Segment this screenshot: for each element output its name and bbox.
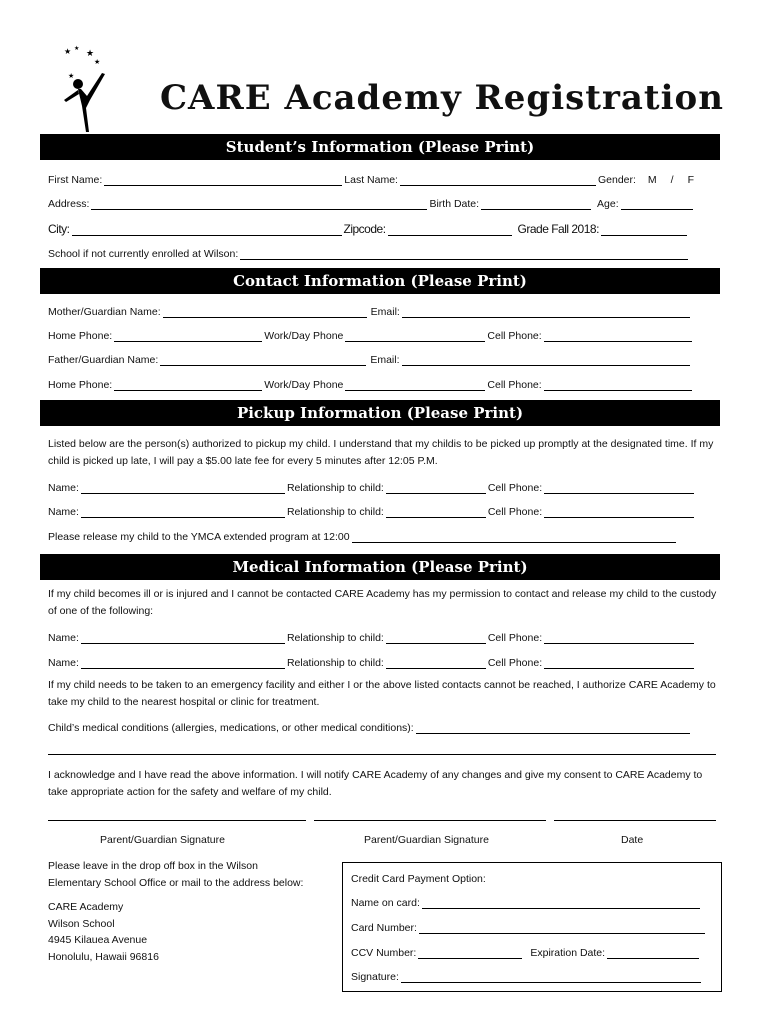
svg-text:★: ★ bbox=[86, 48, 95, 58]
cc-expiration-field[interactable] bbox=[607, 946, 699, 959]
cc-ccv-field[interactable] bbox=[418, 946, 522, 959]
pickup-cell-label: Cell Phone: bbox=[487, 482, 543, 494]
cc-heading: Credit Card Payment Option: bbox=[351, 873, 486, 885]
first-name-label: First Name: bbox=[48, 174, 103, 186]
cell-phone-label: Cell Phone: bbox=[487, 379, 542, 391]
cell-phone-label: Cell Phone: bbox=[487, 330, 542, 342]
address-line-3: 4945 Kilauea Avenue bbox=[48, 934, 148, 946]
conditions-field[interactable] bbox=[416, 721, 690, 734]
medical-relationship-label: Relationship to child: bbox=[286, 632, 384, 644]
gender-f[interactable]: F bbox=[687, 174, 695, 186]
cc-signature-field[interactable] bbox=[401, 970, 701, 983]
svg-text:★: ★ bbox=[64, 47, 72, 56]
mother-email-label: Email: bbox=[370, 306, 400, 318]
mother-email-field[interactable] bbox=[402, 305, 690, 318]
parent-signature-label-2: Parent/Guardian Signature bbox=[364, 834, 489, 846]
mother-name-field[interactable] bbox=[163, 305, 367, 318]
cc-number-field[interactable] bbox=[419, 921, 705, 934]
city-label: City: bbox=[48, 222, 70, 236]
last-name-label: Last Name: bbox=[344, 174, 398, 186]
pickup-name-field[interactable] bbox=[81, 481, 285, 494]
acknowledge-text: I acknowledge and I have read the above information. I will notify CARE Academy of any changes and give my consent to CARE Academy to take appropriate action for the safety and welfare of my child. bbox=[48, 769, 703, 798]
pickup-relationship-label: Relationship to child: bbox=[286, 482, 384, 494]
medical-cell-field[interactable] bbox=[544, 631, 694, 644]
row-father-phones bbox=[48, 373, 694, 391]
birth-date-label: Birth Date: bbox=[429, 198, 480, 210]
medical-cell-field[interactable] bbox=[544, 656, 694, 669]
work-phone-field[interactable] bbox=[345, 378, 485, 391]
cc-ccv-row bbox=[351, 943, 701, 959]
home-phone-label: Home Phone: bbox=[48, 379, 113, 391]
father-email-field[interactable] bbox=[402, 353, 690, 366]
release-field[interactable] bbox=[352, 530, 676, 543]
zipcode-label: Zipcode: bbox=[343, 222, 386, 236]
cc-name-label: Name on card: bbox=[351, 897, 420, 909]
conditions-field-line2[interactable] bbox=[48, 754, 716, 755]
medical-cell-label: Cell Phone: bbox=[487, 632, 543, 644]
medical-intro: If my child becomes ill or is injured and I cannot be contacted CARE Academy has my permission to contact and release my child to the custody of one of the following: bbox=[48, 588, 717, 617]
row-city bbox=[48, 218, 689, 236]
pickup-relationship-field[interactable] bbox=[386, 505, 486, 518]
birth-date-field[interactable] bbox=[481, 197, 591, 210]
pickup-cell-label: Cell Phone: bbox=[487, 506, 543, 518]
release-label: Please release my child to the YMCA extended program at 12:00 bbox=[48, 531, 350, 543]
mother-name-label: Mother/Guardian Name: bbox=[48, 306, 161, 318]
credit-card-box bbox=[342, 862, 722, 992]
row-mother bbox=[48, 300, 692, 318]
row-release bbox=[48, 525, 678, 543]
pickup-name-label: Name: bbox=[48, 482, 79, 494]
emergency-text: If my child needs to be taken to an emergency facility and either I or the above listed contacts cannot be reached, I authorize CARE Academy to take my child to the nearest hospital or clinic for treatment. bbox=[48, 679, 716, 708]
date-label: Date bbox=[621, 834, 644, 846]
parent-signature-line-1[interactable] bbox=[48, 820, 306, 821]
section-header-medical: Medical Information (Please Print) bbox=[40, 554, 720, 580]
pickup-relationship-label: Relationship to child: bbox=[286, 506, 384, 518]
dropoff-line-1: Please leave in the drop off box in the Wilson bbox=[48, 860, 258, 872]
father-name-field[interactable] bbox=[160, 353, 366, 366]
svg-text:★: ★ bbox=[74, 46, 80, 52]
date-line[interactable] bbox=[554, 820, 716, 821]
section-header-student: Student’s Information (Please Print) bbox=[40, 134, 720, 160]
cc-signature-label: Signature: bbox=[351, 971, 399, 983]
school-label: School if not currently enrolled at Wilson: bbox=[48, 248, 239, 260]
zipcode-field[interactable] bbox=[388, 223, 512, 236]
address-line-4: Honolulu, Hawaii 96816 bbox=[48, 950, 159, 963]
pickup-relationship-field[interactable] bbox=[386, 481, 486, 494]
city-field[interactable] bbox=[72, 223, 342, 236]
father-name-label: Father/Guardian Name: bbox=[48, 354, 159, 366]
row-mother-phones bbox=[48, 324, 694, 342]
pickup-cell-field[interactable] bbox=[544, 505, 694, 518]
conditions-label: Child’s medical conditions (allergies, medications, or other medical conditions): bbox=[48, 722, 414, 734]
grade-field[interactable] bbox=[601, 223, 687, 236]
medical-relationship-field[interactable] bbox=[386, 656, 486, 669]
row-name-gender bbox=[48, 168, 694, 186]
row-address bbox=[48, 192, 695, 210]
row-medical-2 bbox=[48, 651, 696, 669]
row-medical-1 bbox=[48, 626, 696, 644]
pickup-name-field[interactable] bbox=[81, 505, 285, 518]
address-field[interactable] bbox=[91, 197, 427, 210]
cc-number-row bbox=[351, 918, 707, 934]
medical-name-label: Name: bbox=[48, 657, 79, 669]
father-email-label: Email: bbox=[370, 354, 400, 366]
work-phone-field[interactable] bbox=[345, 329, 485, 342]
svg-text:★: ★ bbox=[94, 59, 101, 66]
row-conditions bbox=[48, 716, 692, 734]
age-label: Age: bbox=[597, 198, 619, 210]
address-line-1: CARE Academy bbox=[48, 901, 124, 913]
medical-cell-label: Cell Phone: bbox=[487, 657, 543, 669]
pickup-cell-field[interactable] bbox=[544, 481, 694, 494]
cc-name-row bbox=[351, 893, 702, 909]
home-phone-field[interactable] bbox=[114, 378, 262, 391]
dropoff-instructions bbox=[48, 858, 303, 892]
gender-slash: / bbox=[670, 174, 674, 186]
pickup-intro: Listed below are the person(s) authorized to pickup my child. I understand that my childis to be picked up promptly at the designated time. If my child is picked up late, I will pay a $5.00 late fee for every 5 minutes after 12:05 P.M. bbox=[48, 438, 714, 467]
page-title: CARE Academy Registration bbox=[160, 78, 724, 118]
work-phone-label: Work/Day Phone bbox=[264, 379, 344, 391]
cell-phone-field[interactable] bbox=[544, 378, 692, 391]
row-pickup-1 bbox=[48, 476, 696, 494]
row-father bbox=[48, 348, 692, 366]
mailing-address bbox=[48, 899, 159, 965]
row-school bbox=[48, 242, 690, 260]
school-field[interactable] bbox=[240, 247, 688, 260]
section-header-pickup: Pickup Information (Please Print) bbox=[40, 400, 720, 426]
medical-name-label: Name: bbox=[48, 632, 79, 644]
gender-label: Gender: bbox=[597, 174, 636, 186]
parent-signature-line-2[interactable] bbox=[314, 820, 546, 821]
address-label: Address: bbox=[48, 198, 90, 210]
grade-label: Grade Fall 2018: bbox=[517, 222, 599, 236]
svg-text:★: ★ bbox=[68, 73, 75, 80]
medical-relationship-label: Relationship to child: bbox=[286, 657, 384, 669]
first-name-field[interactable] bbox=[104, 173, 342, 186]
work-phone-label: Work/Day Phone bbox=[264, 330, 344, 342]
cc-signature-row bbox=[351, 967, 703, 983]
gender-m[interactable]: M bbox=[647, 174, 657, 186]
cc-number-label: Card Number: bbox=[351, 922, 417, 934]
section-header-contact: Contact Information (Please Print) bbox=[40, 268, 720, 294]
home-phone-field[interactable] bbox=[114, 329, 262, 342]
cc-expiration-label: Expiration Date: bbox=[530, 947, 606, 959]
home-phone-label: Home Phone: bbox=[48, 330, 113, 342]
address-line-2: Wilson School bbox=[48, 917, 115, 930]
last-name-field[interactable] bbox=[400, 173, 596, 186]
medical-name-field[interactable] bbox=[81, 631, 285, 644]
parent-signature-label-1: Parent/Guardian Signature bbox=[100, 834, 225, 846]
cc-heading-row bbox=[351, 869, 486, 885]
cell-phone-field[interactable] bbox=[544, 329, 692, 342]
cc-name-field[interactable] bbox=[422, 896, 700, 909]
dropoff-line-2: Elementary School Office or mail to the address below: bbox=[48, 877, 304, 889]
pickup-name-label: Name: bbox=[48, 506, 79, 518]
row-pickup-2 bbox=[48, 500, 696, 518]
age-field[interactable] bbox=[621, 197, 693, 210]
medical-relationship-field[interactable] bbox=[386, 631, 486, 644]
medical-name-field[interactable] bbox=[81, 656, 285, 669]
dancer-logo bbox=[58, 44, 118, 136]
cc-ccv-label: CCV Number: bbox=[351, 947, 417, 959]
